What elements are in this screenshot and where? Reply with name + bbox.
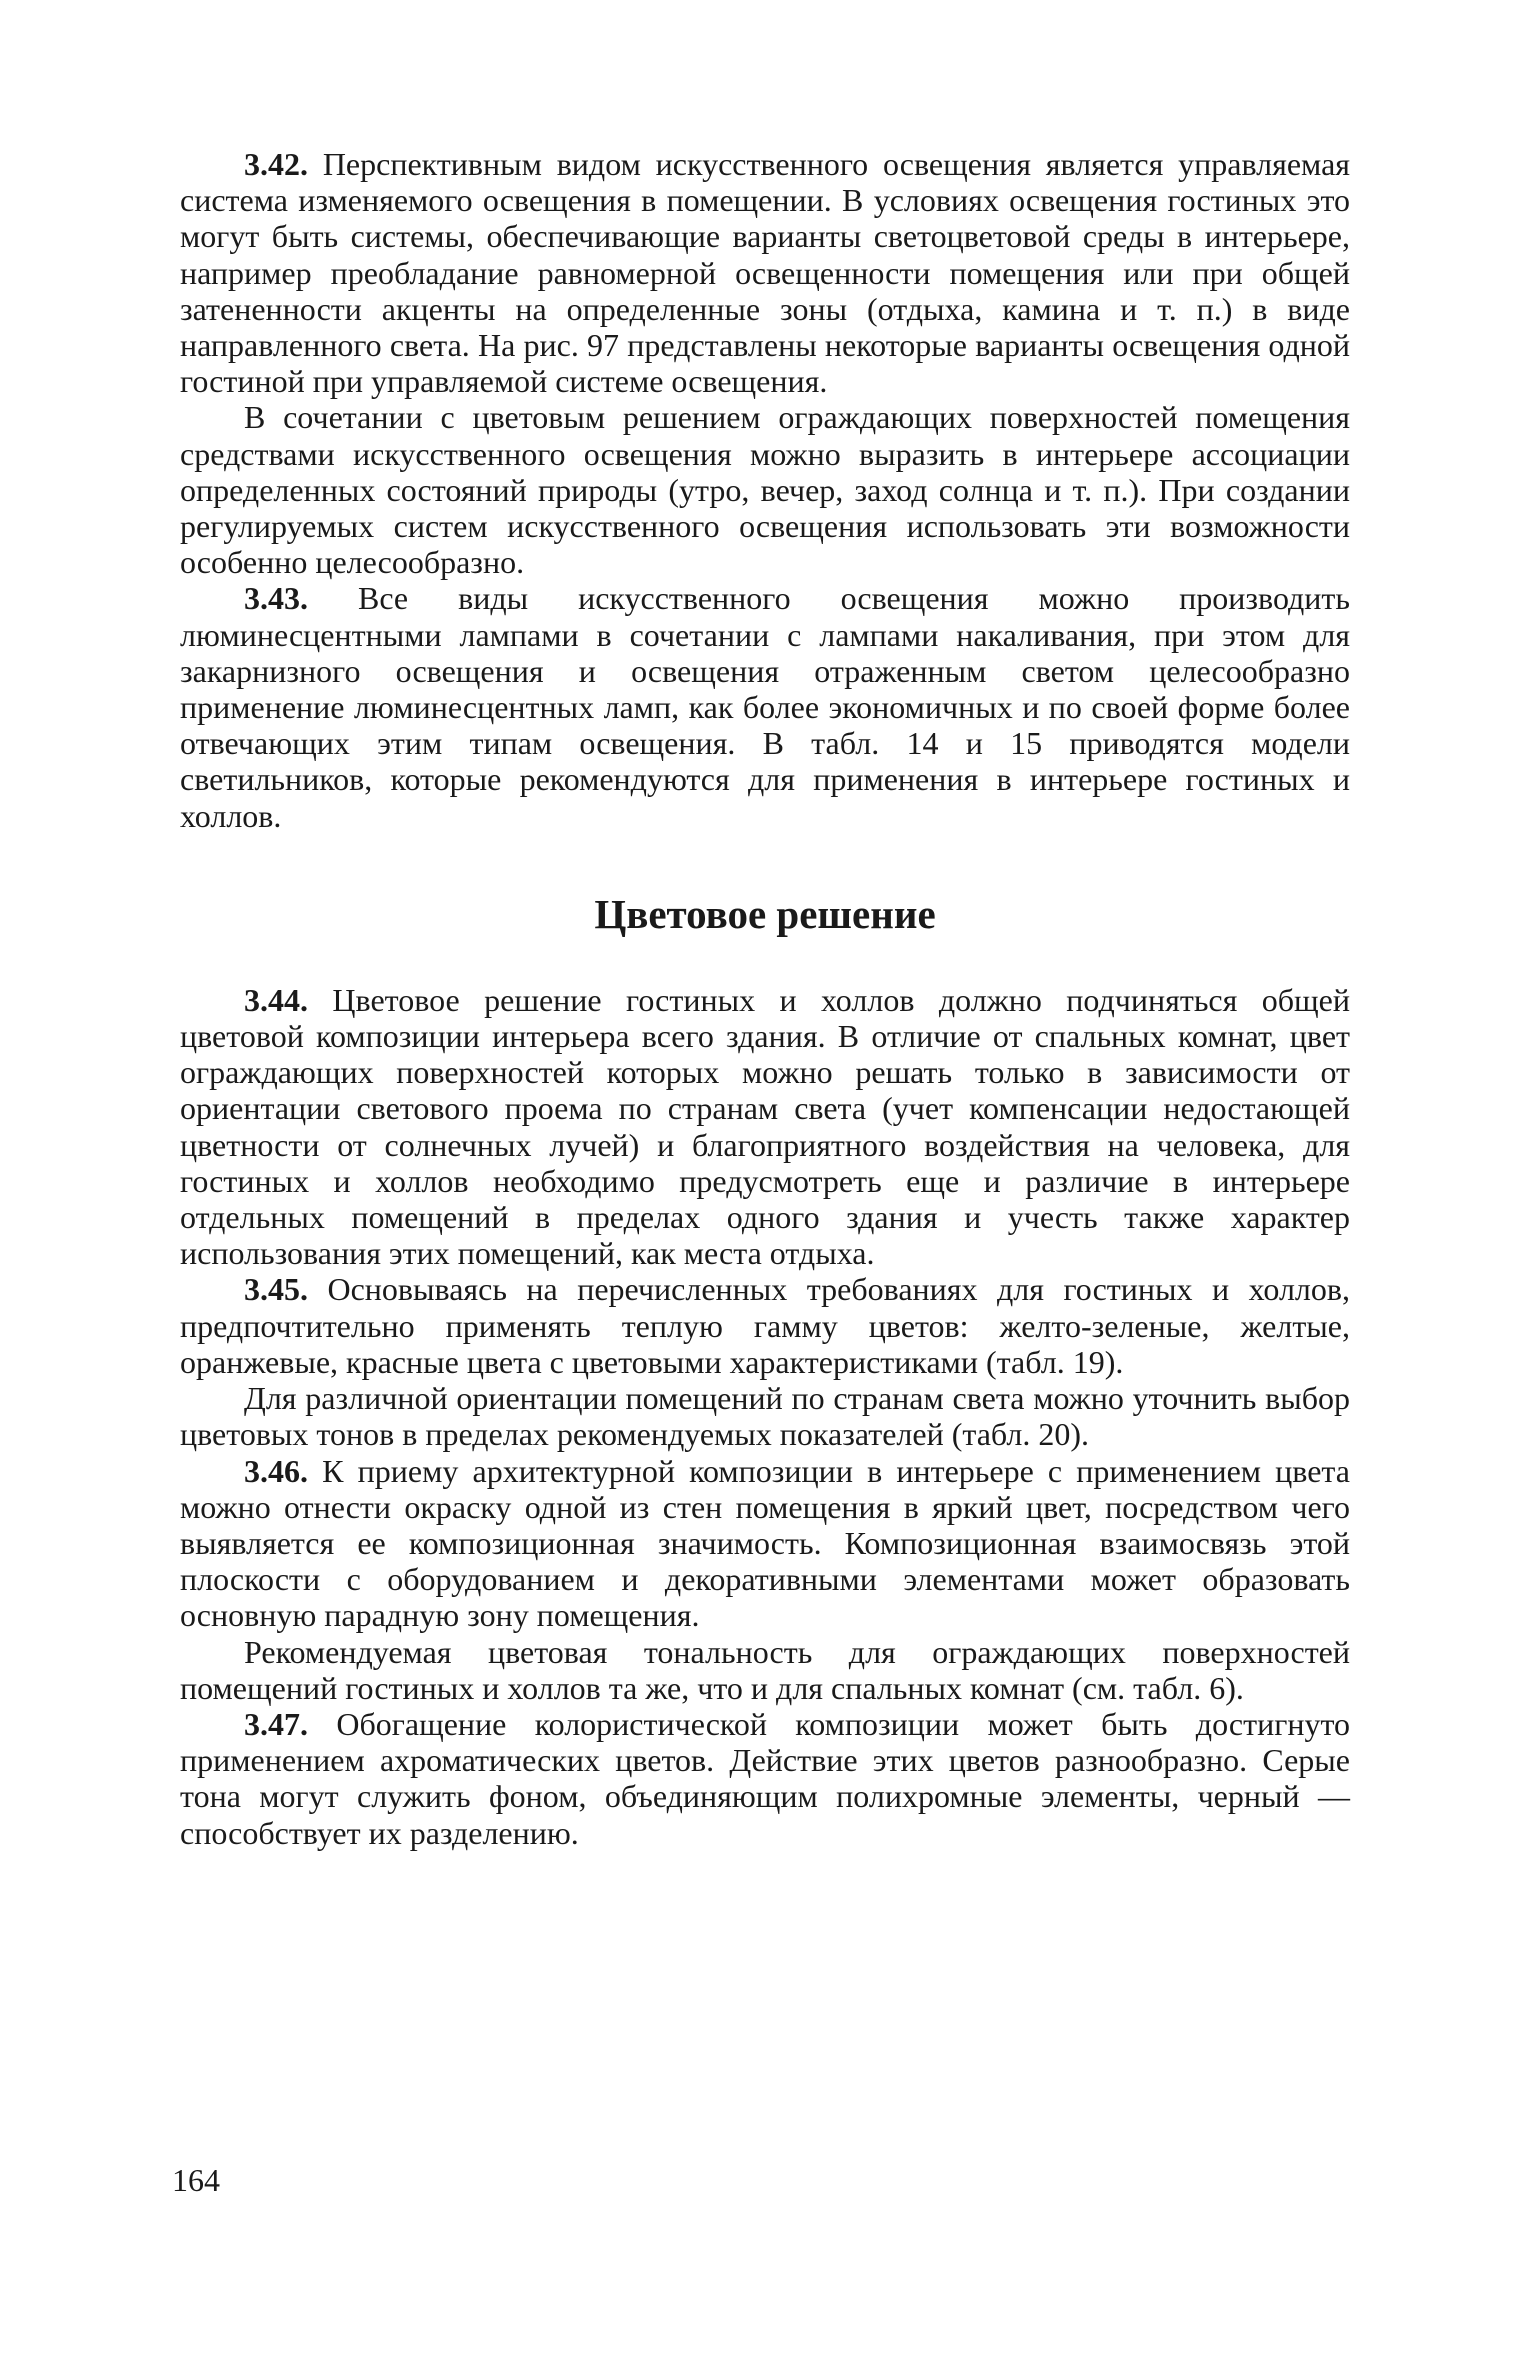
paragraph-number: 3.45. (244, 1271, 308, 1308)
paragraph-number: 3.46. (244, 1452, 308, 1489)
paragraph-number: 3.42. (244, 146, 308, 182)
paragraph-text: Основываясь на перечисленных требованиях для гостиных и холлов, предпочтительно применять теплую гамму цветов: желто-зеленые, желтые, оранжевые, красные цвета с цветовыми характеристиками (табл. 19). (180, 1271, 1351, 1380)
paragraph-text: Для различной ориентации помещений по странам света можно уточнить выбор цветовых тонов в пределах рекомендуемых показателей (табл. 20). (180, 1380, 1350, 1453)
paragraph-3-47 (180, 1706, 1350, 1851)
paragraph-3-46 (180, 1453, 1350, 1634)
paragraph-3-44 (180, 982, 1350, 1272)
paragraph-text: К приему архитектурной композиции в интерьере с применением цвета можно отнести окраску одной из стен помещения в яркий цвет, посредством чего выявляется ее композиционная значимость. Композиционная взаимосвязь этой плоскости с оборудованием и декоративными элементами может образовать основную парадную зону помещения. (180, 1452, 1351, 1634)
paragraph-text: Все виды искусственного освещения можно производить люминесцентными лампами в сочетании с лампами накаливания, при этом для закарнизного освещения и освещения отраженным светом целесообразно применение люминесцентных ламп, как более экономичных и по своей форме более отвечающих этим типам освещения. В табл. 14 и 15 приводятся модели светильников, которые рекомендуются для применения в интерьере гостиных и холлов. (180, 580, 1351, 834)
paragraph-number: 3.44. (244, 981, 308, 1018)
paragraph-3-45 (180, 1271, 1350, 1380)
paragraph-3-45-continued (180, 1380, 1350, 1452)
paragraph-text: Цветовое решение гостиных и холлов должно подчиняться общей цветовой композиции интерьера всего здания. В отличие от спальных комнат, цвет ограждающих поверхностей которых можно решать только в зависимости от ориентации светового проема по странам света (учет компенсации недостающей цветности от солнечных лучей) и благоприятного воздействия на человека, для гостиных и холлов необходимо предусмотреть еще и различие в интерьере отдельных помещений в пределах одного здания и учесть также характер использования этих помещений, как места отдыха. (180, 981, 1351, 1272)
paragraph-3-43 (180, 580, 1350, 833)
text-column (180, 146, 1350, 1851)
paragraph-text: В сочетании с цветовым решением ограждающих поверхностей помещения средствами искусственного освещения можно выразить в интерьере ассоциации определенных состояний природы (утро, вечер, заход солнца и т. п.). При создании регулируемых систем искусственного освещения использовать эти возможности особенно целесообразно. (180, 399, 1350, 581)
section-heading: Цветовое решение (594, 890, 936, 937)
paragraph-3-42-continued (180, 399, 1350, 580)
page-number: 164 (172, 2162, 220, 2198)
paragraph-number: 3.47. (244, 1705, 308, 1742)
paragraph-text: Рекомендуемая цветовая тональность для ограждающих поверхностей помещений гостиных и холлов та же, что и для спальных комнат (см. табл. 6). (180, 1633, 1350, 1706)
paragraph-text: Перспективным видом искусственного освещения является управляемая система изменяемого освещения в помещении. В условиях освещения гостиных это могут быть системы, обеспечивающие варианты светоцветовой среды в интерьере, например преобладание равномерной освещенности помещения или при общей затененности акценты на определенные зоны (отдыха, камина и т. п.) в виде направленного света. На рис. 97 представлены некоторые варианты освещения одной гостиной при управляемой системе освещения. (180, 146, 1350, 400)
paragraph-3-46-continued (180, 1634, 1350, 1706)
paragraph-number: 3.43. (244, 580, 308, 617)
paragraph-3-42 (180, 146, 1350, 399)
paragraph-text: Обогащение колористической композиции может быть достигнуто применением ахроматических цветов. Действие этих цветов разнообразно. Серые тона могут служить фоном, объединяющим полихромные элементы, черный — способствует их разделению. (180, 1705, 1351, 1851)
